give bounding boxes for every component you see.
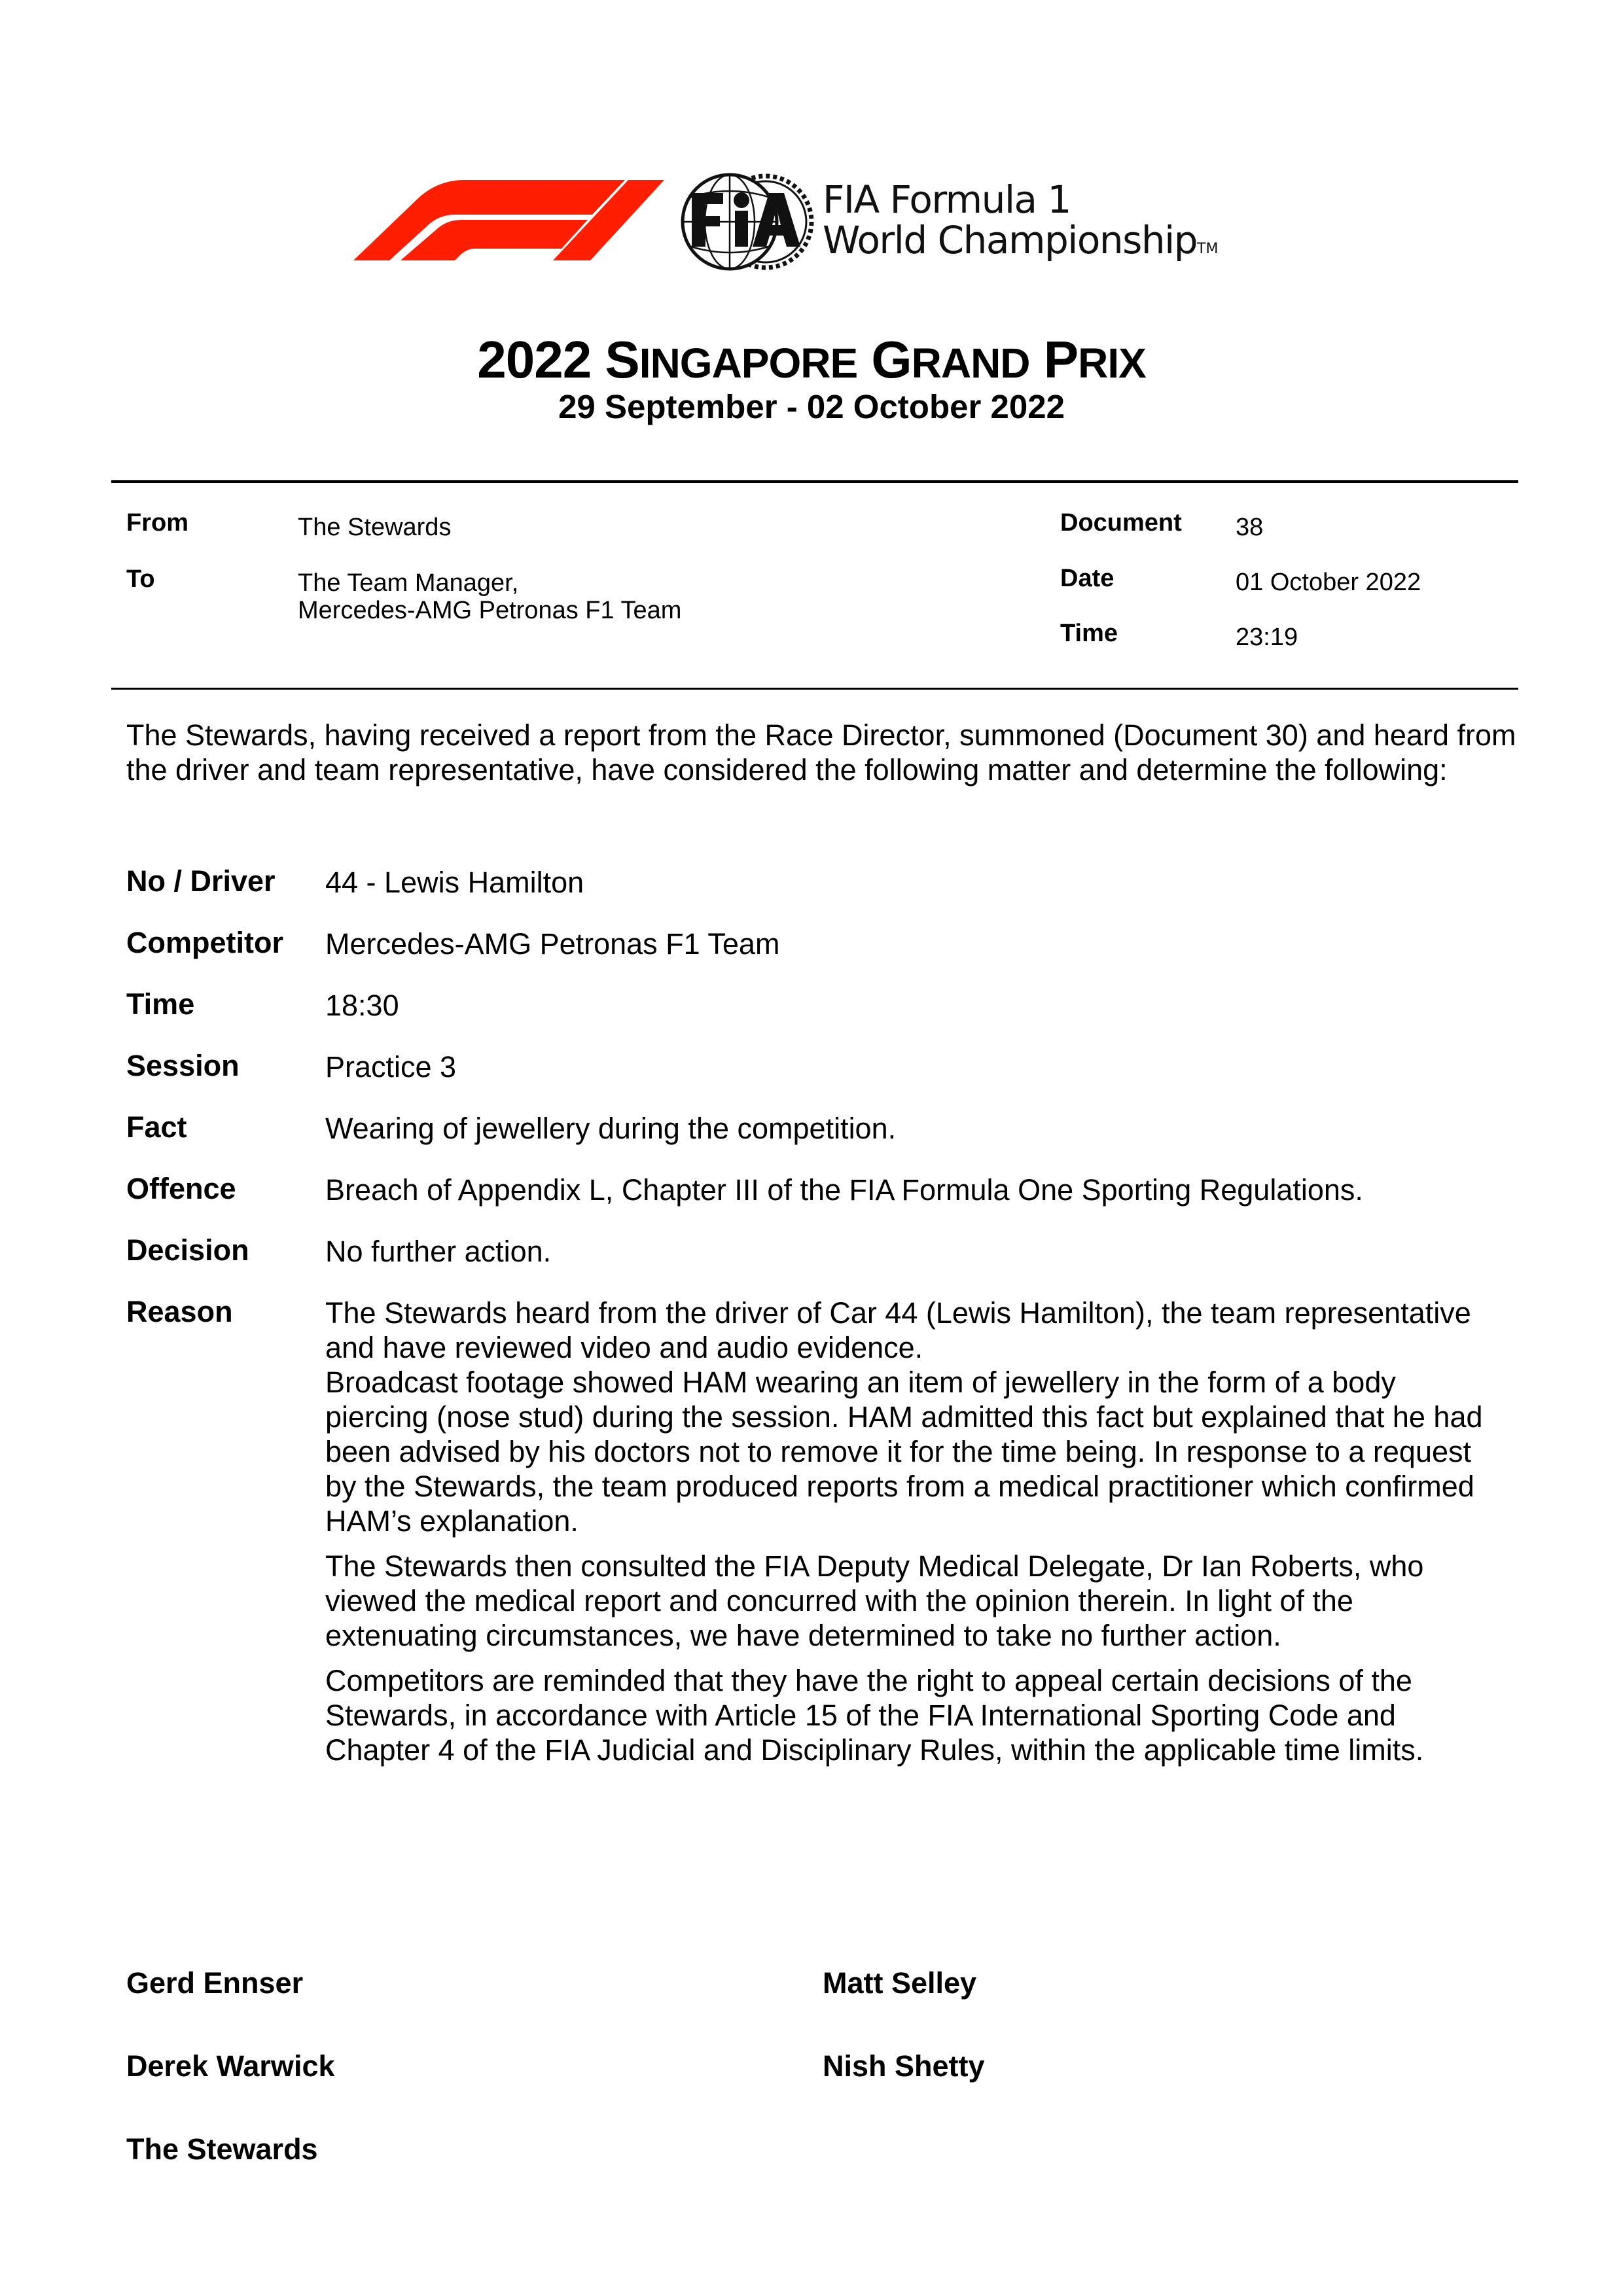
divider-bottom	[111, 688, 1518, 690]
item-value-competitor: Mercedes-AMG Petronas F1 Team	[325, 927, 780, 961]
item-value-fact: Wearing of jewellery during the competition.	[325, 1112, 897, 1145]
item-label-time: Time	[126, 987, 195, 1021]
event-title	[0, 330, 1623, 393]
brand-line-2: World ChampionshipTM	[823, 218, 1219, 262]
steward-signature-2: Matt Selley	[823, 1966, 977, 2000]
fia-globe-logo-icon	[668, 171, 825, 273]
brand-wordmark	[823, 179, 1218, 270]
date-value: 01 October 2022	[1236, 569, 1421, 596]
title-word-grand: GRAND	[871, 330, 1030, 389]
item-label-fact: Fact	[126, 1110, 187, 1144]
trademark-symbol: TM	[1197, 241, 1219, 257]
steward-signature-1: Gerd Ennser	[126, 1966, 304, 2000]
time-value: 23:19	[1236, 624, 1298, 651]
brand-line-1: FIA Formula 1	[823, 177, 1071, 222]
item-value-session: Practice 3	[325, 1050, 457, 1084]
item-label-reason: Reason	[126, 1295, 233, 1328]
steward-signature-4: Nish Shetty	[823, 2049, 985, 2083]
item-value-reason	[325, 1296, 1497, 1778]
to-value	[298, 569, 681, 625]
to-value-line1: The Team Manager,	[298, 569, 519, 597]
item-label-competitor: Competitor	[126, 926, 283, 959]
event-dates: 29 September - 02 October 2022	[558, 388, 1065, 425]
from-label: From	[126, 509, 188, 537]
document-label: Document	[1060, 509, 1182, 537]
reason-paragraph-2: Broadcast footage showed HAM wearing an item of jewellery in the form of a body piercing (nose stud) during the session. HAM admitted this fact but explained that he had been advised by his doctors not to remove it for the time being. In response to a request by the Stewards, the team produced reports from a medical practitioner which confirmed HAM’s explanation.	[325, 1366, 1483, 1538]
reason-paragraph-3: The Stewards then consulted the FIA Deputy Medical Delegate, Dr Ian Roberts, who viewed the medical report and concurred with the opinion therein. In light of the extenuating circumstances, we have determined to take no further action.	[325, 1549, 1424, 1652]
to-label: To	[126, 565, 155, 593]
intro-paragraph: The Stewards, having received a report from the Race Director, summoned (Document 30) and heard from the driver and team representative, have considered the following matter and determine the following:	[126, 718, 1516, 786]
from-value: The Stewards	[298, 514, 452, 541]
title-word-singapore: SINGAPORE	[605, 330, 858, 389]
item-value-decision: No further action.	[325, 1235, 552, 1268]
item-label-driver: No / Driver	[126, 864, 276, 898]
time-label: Time	[1060, 620, 1118, 647]
reason-paragraph-4: Competitors are reminded that they have the right to appeal certain decisions of the Stewards, in accordance with Article 15 of the FIA International Sporting Code and Chapter 4 of the FIA Judicial and Disciplinary Rules, within the applicable time limits.	[325, 1664, 1424, 1767]
item-label-session: Session	[126, 1049, 240, 1082]
f1-logo-icon	[340, 177, 664, 262]
item-value-driver: 44 - Lewis Hamilton	[325, 866, 584, 899]
to-value-line2: Mercedes-AMG Petronas F1 Team	[298, 597, 682, 624]
item-label-offence: Offence	[126, 1172, 236, 1205]
document-number: 38	[1236, 514, 1264, 541]
header-logo	[340, 171, 1322, 276]
divider-top	[111, 480, 1518, 483]
date-label: Date	[1060, 565, 1115, 592]
item-value-time: 18:30	[325, 989, 399, 1022]
reason-paragraph-1: The Stewards heard from the driver of Car 44 (Lewis Hamilton), the team representative and have reviewed video and audio evidence.	[325, 1296, 1471, 1364]
steward-signature-3: Derek Warwick	[126, 2049, 335, 2083]
title-word-prix: PRIX	[1043, 330, 1146, 389]
item-label-decision: Decision	[126, 1233, 249, 1267]
item-value-offence: Breach of Appendix L, Chapter III of the FIA Formula One Sporting Regulations.	[325, 1173, 1363, 1207]
event-year: 2022	[477, 330, 592, 389]
stewards-footer: The Stewards	[126, 2132, 318, 2166]
